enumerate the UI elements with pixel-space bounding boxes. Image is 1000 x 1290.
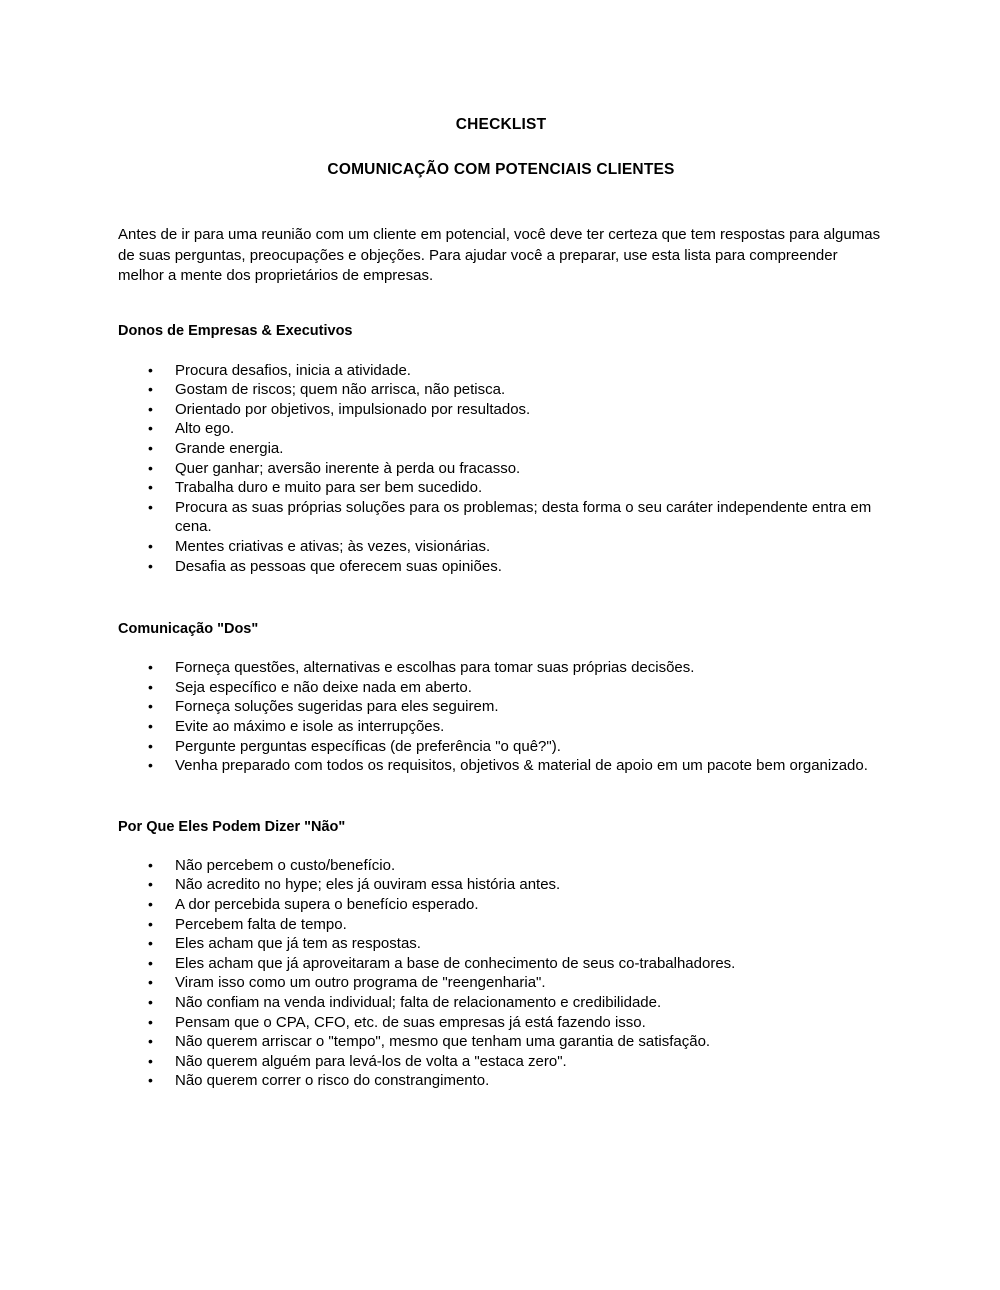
section-donos-de-empresas: [118, 287, 884, 577]
list-item: [118, 756, 884, 776]
bullet-list: [118, 341, 884, 577]
document-title-primary: CHECKLIST: [455, 116, 547, 133]
list-item: [118, 419, 884, 439]
list-item-text: • A dor percebida supera o benefício esperado.: [175, 895, 479, 913]
list-item-text: • Não querem alguém para levá-los de volta a "estaca zero".: [175, 1052, 567, 1070]
section-heading: Comunicação "Dos": [118, 621, 259, 638]
list-item: [118, 875, 884, 895]
list-item: [118, 1013, 884, 1033]
list-item: [118, 737, 884, 757]
list-item-text: • Não acredito no hype; eles já ouviram essa história antes.: [175, 876, 561, 894]
list-item-text: • Mentes criativas e ativas; às vezes, visionárias.: [175, 538, 491, 556]
list-item: [118, 678, 884, 698]
list-item-text: • Grande energia.: [175, 440, 284, 458]
bullet-list: [118, 837, 884, 1091]
list-item: [118, 380, 884, 400]
bullet-list: [118, 639, 884, 776]
intro-paragraph: Antes de ir para uma reunião com um cliente em potencial, você deve ter certeza que tem respostas para algumas de suas perguntas, preocupações e objeções. Para ajudar você a preparar, use esta lista para compreender melhor a mente dos proprietários de empresas.: [118, 226, 881, 285]
list-item: [118, 954, 884, 974]
document-title-secondary: COMUNICAÇÃO COM POTENCIAIS CLIENTES: [327, 160, 675, 178]
list-item-text: • Orientado por objetivos, impulsionado por resultados.: [175, 400, 531, 418]
list-item: [118, 459, 884, 479]
list-item: [118, 915, 884, 935]
list-item: [118, 1071, 884, 1091]
list-item-text: • Quer ganhar; aversão inerente à perda ou fracasso.: [175, 459, 521, 477]
list-item: [118, 993, 884, 1013]
list-item-text: • Percebem falta de tempo.: [175, 915, 347, 933]
list-item-text: • Procura as suas próprias soluções para os problemas; desta forma o seu caráter independente entra em cena.: [175, 498, 872, 536]
list-item: [118, 439, 884, 459]
list-item-text: • Pensam que o CPA, CFO, etc. de suas empresas já está fazendo isso.: [175, 1013, 646, 1031]
list-item: [118, 557, 884, 577]
list-item-text: • Seja específico e não deixe nada em aberto.: [175, 678, 472, 696]
section-por-que-eles-podem-dizer-nao: [118, 776, 884, 1091]
section-heading: Donos de Empresas & Executivos: [118, 322, 353, 339]
section-comunicacao-dos: [118, 576, 884, 776]
list-item-text: • Eles acham que já aproveitaram a base de conhecimento de seus co-trabalhadores.: [175, 954, 736, 972]
list-item: [118, 895, 884, 915]
list-item: [118, 717, 884, 737]
list-item-text: • Trabalha duro e muito para ser bem sucedido.: [175, 479, 483, 497]
list-item: [118, 1032, 884, 1052]
list-item-text: • Evite ao máximo e isole as interrupções.: [175, 718, 445, 735]
list-item-text: • Pergunte perguntas específicas (de preferência "o quê?").: [175, 737, 561, 755]
list-item-text: • Não querem arriscar o "tempo", mesmo que tenham uma garantia de satisfação.: [175, 1033, 711, 1051]
document-body: [118, 0, 884, 1091]
list-item-text: • Forneça soluções sugeridas para eles seguirem.: [175, 698, 499, 716]
section-heading: Por Que Eles Podem Dizer "Não": [118, 818, 346, 835]
list-item-text: • Procura desafios, inicia a atividade.: [175, 361, 411, 379]
list-item: [118, 537, 884, 557]
list-item-text: • Alto ego.: [175, 420, 235, 438]
list-item-text: • Não querem correr o risco do constrangimento.: [175, 1072, 490, 1090]
list-item: [118, 658, 884, 678]
list-item-text: • Não confiam na venda individual; falta de relacionamento e credibilidade.: [175, 993, 662, 1011]
list-item-text: • Forneça questões, alternativas e escolhas para tomar suas próprias decisões.: [175, 659, 695, 677]
list-item: [118, 498, 884, 537]
list-item-text: • Viram isso como um outro programa de "reengenharia".: [175, 974, 546, 992]
list-item: [118, 1052, 884, 1072]
list-item-text: • Eles acham que já tem as respostas.: [175, 935, 421, 953]
list-item: [118, 478, 884, 498]
list-item: [118, 400, 884, 420]
list-item: [118, 934, 884, 954]
list-item-text: • Venha preparado com todos os requisitos, objetivos & material de apoio em um pacote bem organizado.: [175, 757, 868, 775]
list-item-text: • Gostam de riscos; quem não arrisca, não petisca.: [175, 381, 506, 399]
list-item-text: • Desafia as pessoas que oferecem suas opiniões.: [175, 557, 502, 575]
list-item: [118, 856, 884, 876]
list-item: [118, 697, 884, 717]
list-item: [118, 973, 884, 993]
list-item-text: • Não percebem o custo/benefício.: [175, 856, 396, 874]
list-item: [118, 361, 884, 381]
